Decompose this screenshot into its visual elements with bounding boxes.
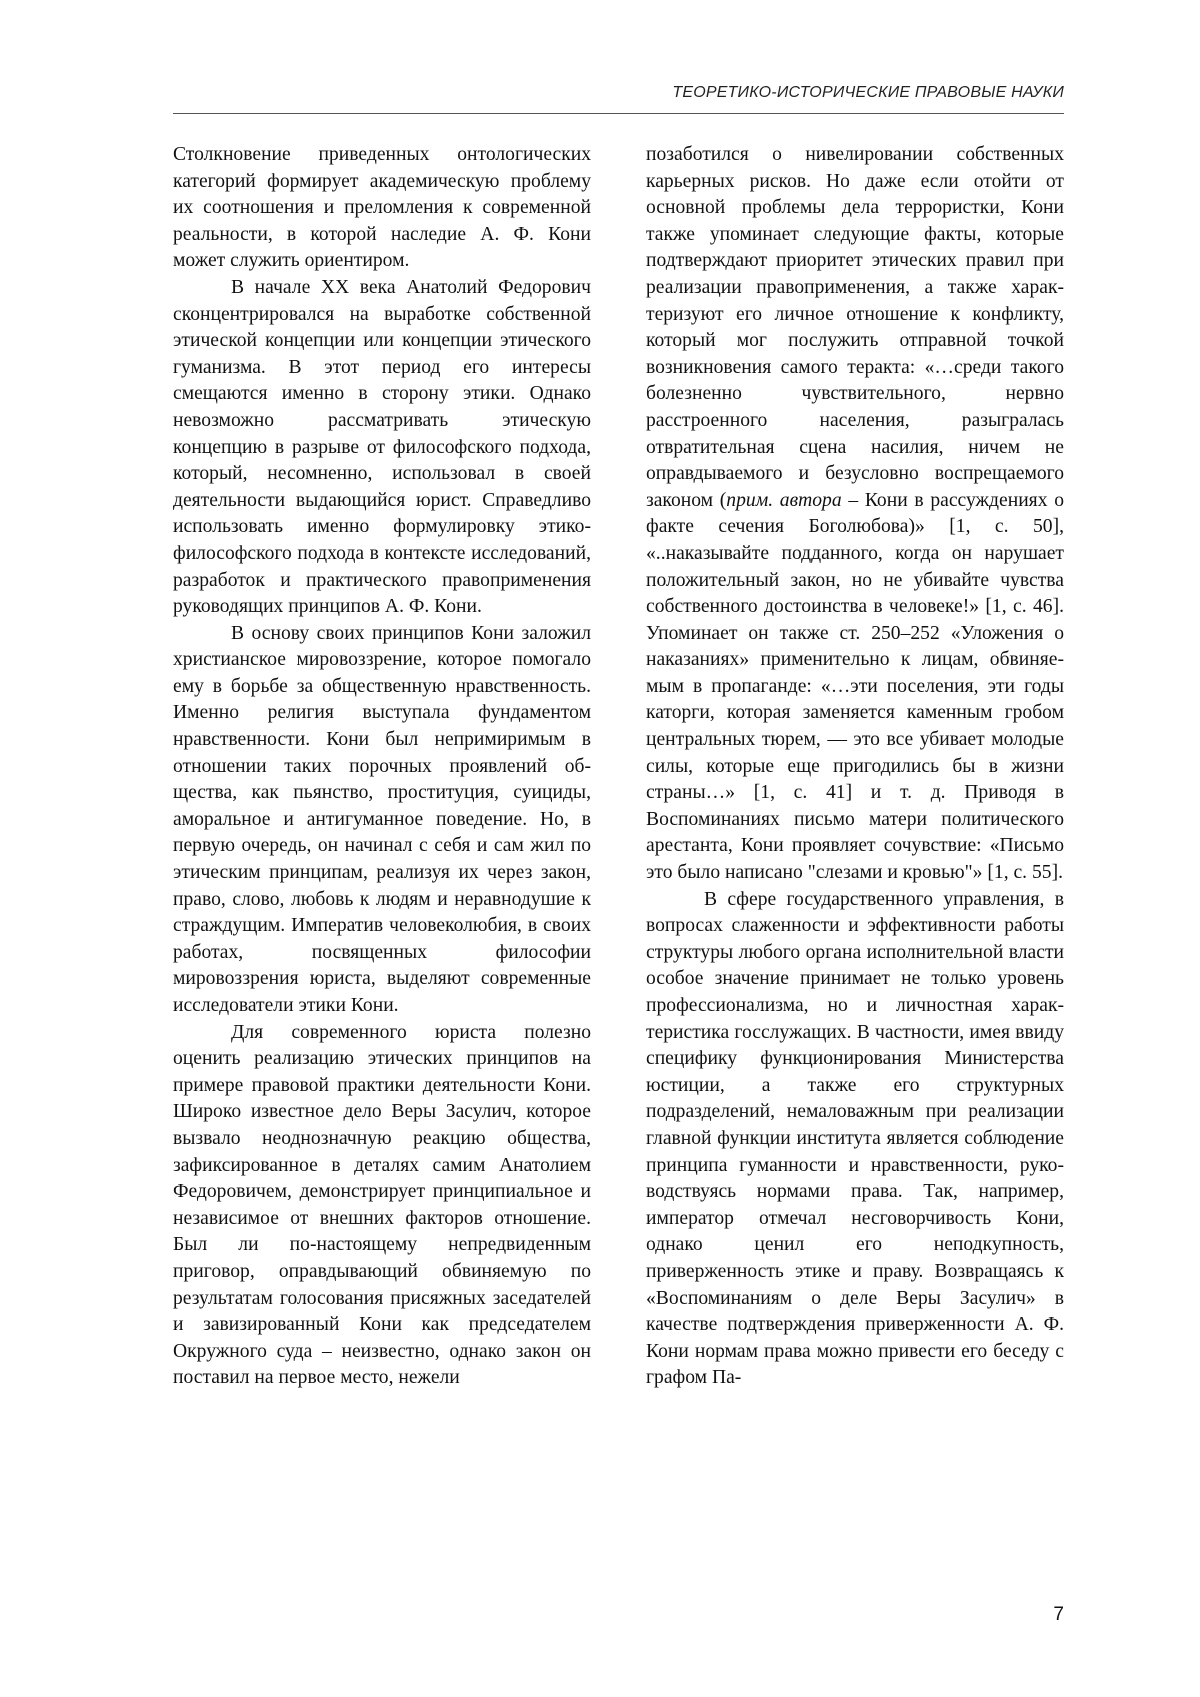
running-title: ТЕОРЕТИКО-ИСТОРИЧЕСКИЕ ПРАВОВЫЕ НАУКИ — [672, 84, 1064, 101]
paragraph-right-1 — [646, 142, 1064, 887]
paragraph-right-1-part-b: – Кони в рассуждениях о факте сечения Боголюбова)» [1, с. 50], «..наказывайте подданного, когда он нарушает положительный закон, но не убивайте чувства собственного достоинства в человеке!» [1, с. 46]. Упоминает он также ст. 250–252 «Уложения о наказаниях» применительно к лицам, обвиняемым в пропаганде: «…эти поселения, эти годы каторги, которая заменяется каменным гробом центральных тюрем, — это все убивает молодые силы, которые еще пригодились бы в жизни страны…» [1, с. 41] и т. д. Приводя в Воспоминаниях письмо матери политического арестанта, Кони проявляет сочувствие: «Письмо это было написано "слезами и кровью"» [1, с. 55]. — [646, 489, 1064, 884]
paragraph-left-2: В начале XX века Анатолий Федорович сконцентрировался на выработке собственной этической концепции или концепции этического гуманизма. В этот период его интересы смещаются именно в сторону этики. Однако невозможно рассматривать этическую концепцию в разрыве от философского подхода, который, несомненно, использовал в своей деятельности выдающийся юрист. Справедливо использовать именно формулировку этико-философского подхода в контексте исследований, разработок и практического правоприменения руководящих принципов А. Ф. Кони. — [173, 276, 591, 618]
left-column — [173, 142, 591, 1392]
paragraph-right-2: В сфере государственного управления, в вопросах слаженности и эффективности работы структуры любого органа исполнительной власти особое значение принимает не только уровень профессионализма, но и личностная характеристика госслужащих. В частности, имея ввиду специфику функционирования Министерства юстиции, а также его структурных подразделений, немаловажным при реализации главной функции института является соблюдение принципа гуманности и нравственности, руководствуясь нормами права. Так, например, император отмечал несговорчивость Кони, однако ценил его неподкупность, приверженность этике и праву. Возвращаясь к «Воспоминаниям о деле Веры Засулич» в качестве подтверждения приверженности А. Ф. Кони нормам права можно привести его беседу с графом Па- — [646, 888, 1064, 1389]
paragraph-left-1: Столкновение приведенных онтологических категорий формирует академическую проблему их соотношения и преломления к современной реальности, в которой наследие А. Ф. Кони может служить ориентиром. — [173, 144, 591, 272]
header-rule — [173, 113, 1064, 114]
right-column — [646, 142, 1064, 1392]
paragraph-right-1-part-a: позаботился о нивелировании собственных карьерных рисков. Но даже если отойти от основной проблемы дела террористки, Кони также упоминает следующие факты, которые подтверждают приоритет этических правил при реализации правоприменения, а также характеризуют его личное отношение к конфликту, который мог послужить отправной точкой возникновения самого теракта: «…среди такого болезненно чувствительного, нервно расстроенного населения, разыгралась отвратительная сцена насилия, ничем не оправдываемого и безусловно воспрещаемого законом ( — [646, 144, 1064, 511]
author-note: прим. автора — [726, 489, 842, 511]
paragraph-left-4: Для современного юриста полезно оценить реализацию этических принципов на примере правовой практики деятельности Кони. Широко известное дело Веры Засулич, которое вызвало неоднозначную реакцию общества, зафиксированное в деталях самим Анатолием Федоровичем, демонстрирует принципиальное и независимое от внешних факторов отношение. Был ли по-настоящему непредвиденным приговор, оправдывающий обвиняемую по результатам голосования присяжных заседателей и завизированный Кони как председателем Окружного суда – неизвестно, однако закон он поставил на первое место, нежели — [173, 1021, 591, 1389]
paragraph-left-3: В основу своих принципов Кони заложил христианское мировоззрение, которое помогало ему в борьбе за общественную нравственность. Именно религия выступала фундаментом нравственности. Кони был непримиримым в отношении таких порочных проявлений общества, как пьянство, проституция, суициды, аморальное и антигуманное поведение. Но, в первую очередь, он начинал с себя и сам жил по этическим принципам, реализуя их через закон, право, слово, любовь к людям и неравнодушие к страждущим. Императив человеколюбия, в своих работах, посвященных философии мировоззрения юриста, выделяют современные исследователи этики Кони. — [173, 622, 591, 1016]
page-number: 7 — [1053, 1604, 1064, 1625]
